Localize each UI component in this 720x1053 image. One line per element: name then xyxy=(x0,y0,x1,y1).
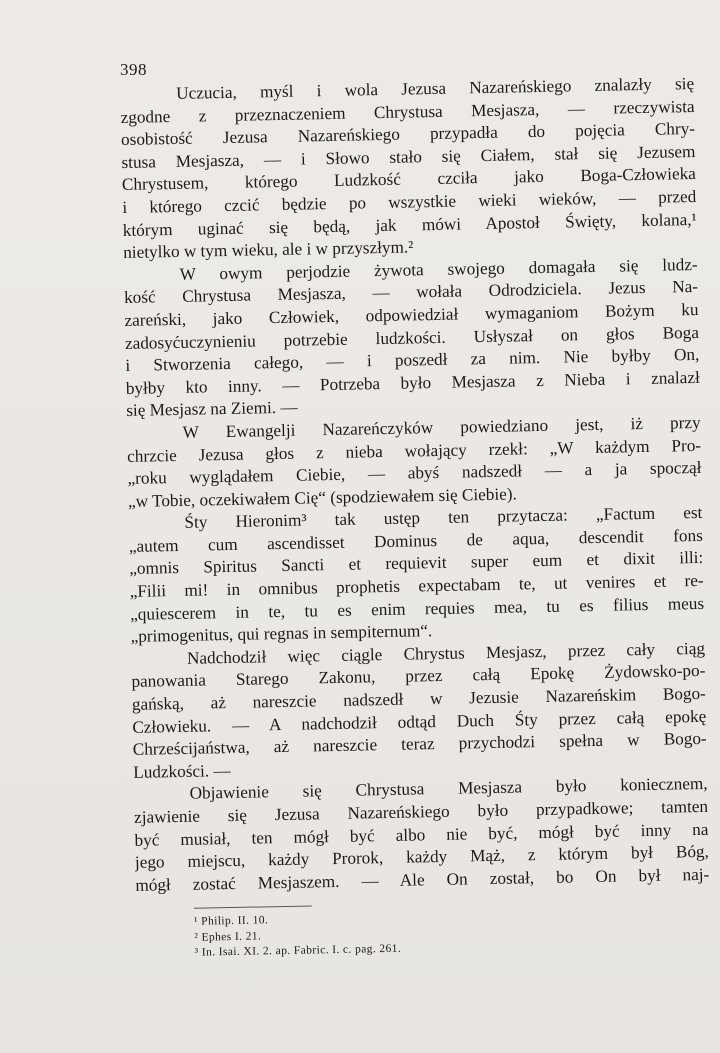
text-line: Ludzkości. — xyxy=(133,760,231,782)
text-line: Chrystusem, którego Ludzkość czciła jako Boga-Człowieka xyxy=(121,164,697,195)
text-line: zjawienie się Jezusa Nazareńskiego było przypadkowe; tamten xyxy=(133,796,709,827)
text-line: kość Chrystusa Mesjasza, — wołała Odrodziciela. Jezus Na- xyxy=(123,277,699,308)
footnote: ¹ Philip. II. 10. xyxy=(193,914,269,929)
footnote-rule xyxy=(194,906,312,909)
text-line: Objawienie się Chrystusa Mesjasza było koniecznem, xyxy=(189,774,708,804)
text-line: się Mesjasz na Ziemi. — xyxy=(126,397,298,421)
text-line: nietylko w tym wieku, ale i w przyszłym.² xyxy=(123,237,414,263)
text-line: być musiał, ten mógł być albo nie być, mógł być inny na xyxy=(134,819,709,850)
text-line: „autem cum ascendisset Dominus de aqua, descendit fons xyxy=(128,525,703,556)
text-line: którym uginać się będą, jak mówi Apostoł Święty, kolana,¹ xyxy=(122,209,697,240)
text-line: Uczucia, myśl i wola Jezusa Nazareńskiego znalazły się xyxy=(176,73,695,103)
text-line: „w Tobie, oczekiwałem Cię“ (spodziewałem się Ciebie). xyxy=(127,484,517,511)
text-line: jego miejscu, każdy Prorok, każdy Mąż, z którym był Bóg, xyxy=(134,842,710,873)
text-line: osobistość Jezusa Nazareńskiego przypadła do pojęcia Chry- xyxy=(120,119,696,150)
text-line: Chrześcijaństwa, aż nareszcie teraz przychodzi spełna w Bogo- xyxy=(132,729,707,760)
text-line: stusa Mesjasza, — i Słowo stało się Ciałem, stał się Jezusem xyxy=(121,141,696,172)
text-line: „Filii mi! in omnibus prophetis expectabam te, ut venires et re- xyxy=(129,570,704,601)
text-line: „roku wyglądałem Ciebie, — abyś nadszedł — a ja spoczął xyxy=(127,458,702,489)
text-line: mógł zostać Mesjaszem. — Ale On został, bo On był naj- xyxy=(135,864,710,895)
text-line: chrzcie Jezusa głos z nieba wołający rzekł: „W każdym Pro- xyxy=(126,435,702,466)
text-line: zgodne z przeznaczeniem Chrystusa Mesjasza, — rzeczywista xyxy=(120,96,695,127)
footnotes xyxy=(136,905,711,963)
text-line: Człowieku. — A nadchodził odtąd Duch Śty przez całą epokę xyxy=(132,706,707,737)
text-line: i Stworzenia całego, — i poszedł za nim. Nie byłby On, xyxy=(125,345,700,376)
text-line: Nadchodził więc ciągle Chrystus Mesjasz, przez cały ciąg xyxy=(186,638,706,668)
text-line: „primogenitus, qui regnas in sempiternum“. xyxy=(130,621,433,647)
text-line: „quiescerem in te, tu es enim requies mea, tu es filius meus xyxy=(129,593,705,624)
page-number: 398 xyxy=(120,60,147,79)
text-line: W Ewangelji Nazareńczyków powiedziano jest, iż przy xyxy=(182,412,701,442)
text-line: byłby kto inny. — Potrzeba było Mesjasza z Nieba i znalazł xyxy=(125,367,700,398)
text-line: zareński, jako Człowiek, odpowiedział wymaganiom Bożym ku xyxy=(124,299,699,330)
text-line: i którego czcić będzie po wszystkie wieki wieków, — przed xyxy=(122,186,697,217)
text-line: gańską, aż nareszcie nadszedł w Jezusie Nazareńskim Bogo- xyxy=(131,683,706,714)
text-line: Śty Hieronim³ tak ustęp ten przytacza: „Factum est xyxy=(184,503,703,533)
text-line: zadosyćuczynieniu potrzebie ludzkości. Usłyszał on głos Boga xyxy=(124,322,700,353)
text-line: W owym perjodzie żywota swojego domagała się ludz- xyxy=(179,254,698,284)
text-line: „omnis Spiritus Sancti et requievit super eum et dixit illi: xyxy=(129,548,704,579)
text-line: panowania Starego Zakonu, przez całą Epokę Żydowsko-po- xyxy=(131,661,706,692)
footnote: ² Ephes I. 21. xyxy=(194,930,262,944)
text-lines xyxy=(120,73,710,897)
page-body xyxy=(120,73,711,963)
footnote: ³ In. Isai. XI. 2. ap. Fabric. I. c. pag. 261. xyxy=(194,943,402,960)
